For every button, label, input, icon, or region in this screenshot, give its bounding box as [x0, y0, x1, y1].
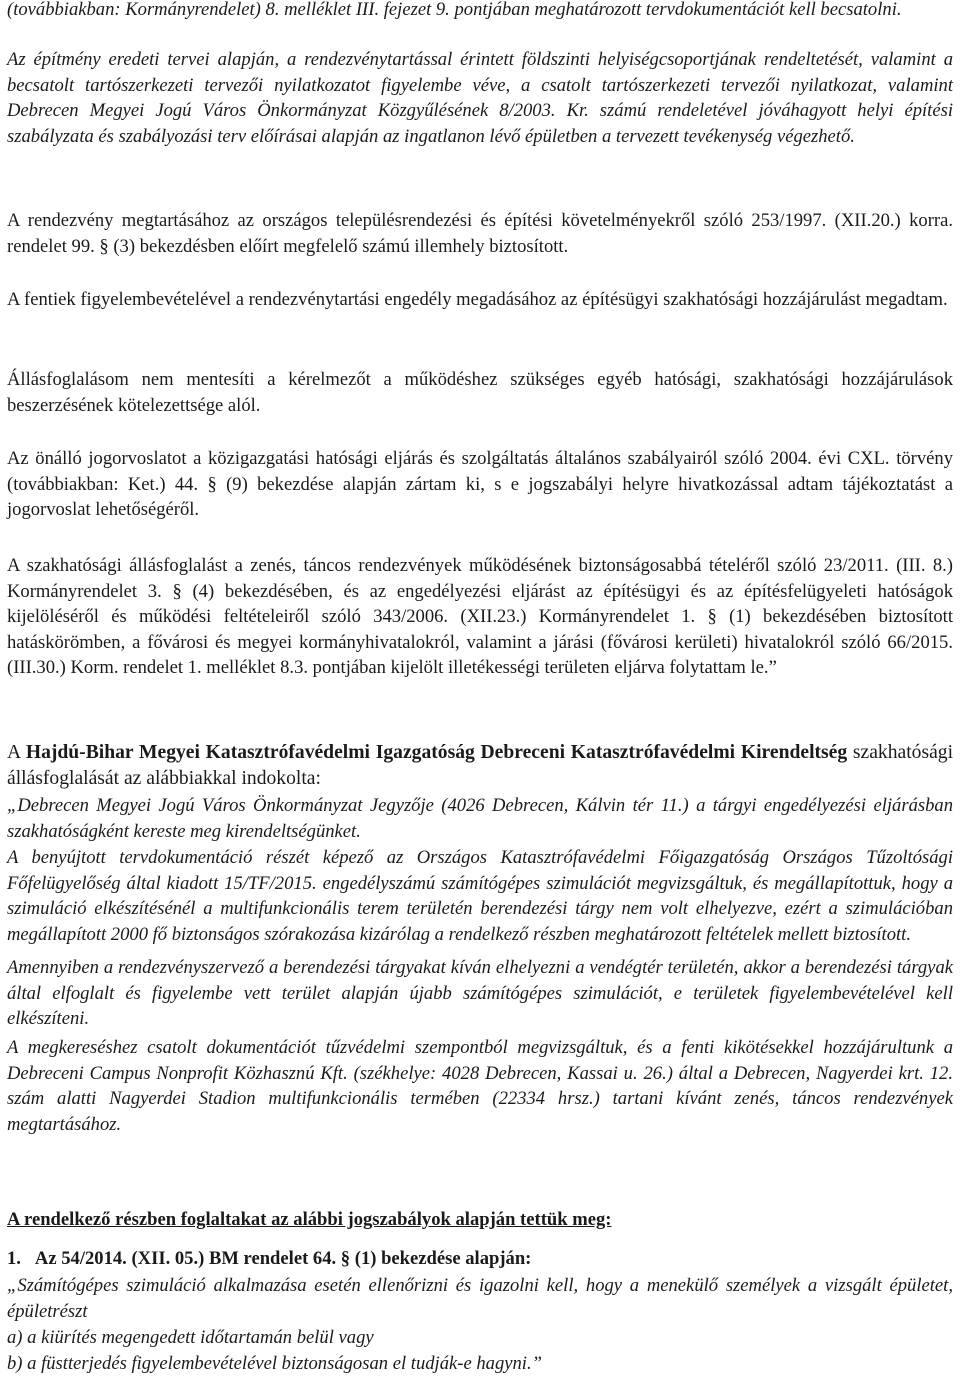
- intro-paragraph-continued: (továbbiakban: Kormányrendelet) 8. melléklet III. fejezet 9. pontjában meghatározott tervdokumentációt kell becsatolni.: [7, 0, 902, 20]
- legal-item-1: [7, 1246, 953, 1272]
- citation-item-a: a) a kiürítés megengedett időtartamán belül vagy: [7, 1327, 374, 1348]
- paragraph-legal-remedy: Az önálló jogorvoslatot a közigazgatási hatósági eljárás és szolgáltatás általános szabályairól szóló 2004. évi CXL. törvény (továbbiakban: Ket.) 44. § (9) bekezdése alapján zártam ki, s e jogszabályi helyre hivatkozással adtam tájékoztatást a jogorvoslat lehetőségéről.: [7, 448, 953, 521]
- paragraph-approval: A fentiek figyelembevételével a rendezvénytartási engedély megadásához az építésügyi szakhatósági hozzájárulást megadtam.: [7, 289, 948, 310]
- fire-authority-post: szakhatósági állásfoglalását az alábbiakkal indokolta:: [7, 742, 954, 789]
- fire-authority-pre: A: [7, 742, 26, 763]
- legal-basis-heading: A rendelkező részben foglaltakat az alábbi jogszabályok alapján tettük meg:: [7, 1209, 612, 1230]
- quote-simulation: A benyújtott tervdokumentáció részét képező az Országos Katasztrófavédelmi Főigazgatóság Országos Tűzoltósági Főfelügyelőség által kiadott 15/TF/2015. engedélyszámú számítógépes szimulációt megvizsgáltuk, és megállapítottuk, hogy a szimuláció elkészítésénél a multifunkcionális terem területén berendezési tárgy nem volt elhelyezve, ezért a szimulációban megállapított 2000 fő biztonságos szórakozása kizárólag a rendelkező részben meghatározott feltételek mellett biztosított.: [7, 847, 953, 945]
- citation-item-b: b) a füstterjedés figyelembevételével biztonságosan el tudják-e hagyni.”: [7, 1353, 542, 1374]
- paragraph-building-plans: Az építmény eredeti tervei alapján, a rendezvénytartással érintett földszinti helyiségcsoportjának rendeltetését, valamint a becsatolt tartószerkezeti tervezői nyilatkozatot figyelembe véve, a csatolt tartószerkezeti tervezői nyilatkozat, valamint Debrecen Megyei Jogú Város Önkormányzat Közgyűlésének 8/2003. Kr. számú rendeletével jóváhagyott helyi építési szabályzata és szabályozási terv előírásai alapján az ingatlanon lévő épületben a tervezett tevékenység végezhető.: [7, 49, 953, 147]
- citation-simulation: „Számítógépes szimuláció alkalmazása esetén ellenőrizni és igazolni kell, hogy a menekülő személyek a vizsgált épületet, épületrészt: [7, 1275, 953, 1322]
- legal-item-1-number: 1.: [7, 1248, 21, 1269]
- legal-item-1-text: Az 54/2014. (XII. 05.) BM rendelet 64. § (1) bekezdése alapján:: [34, 1248, 532, 1269]
- paragraph-fire-authority: [7, 740, 953, 792]
- paragraph-toilets: A rendezvény megtartásához az országos településrendezési és építési követelményekről szóló 253/1997. (XII.20.) korra. rendelet 99. § (3) bekezdésben előírt megfelelő számú illemhely biztosított.: [7, 210, 953, 257]
- quote-request: „Debrecen Megyei Jogú Város Önkormányzat Jegyzője (4026 Debrecen, Kálvin tér 11.) a tárgyi engedélyezési eljárásban szakhatóságként kereste meg kirendeltségünket.: [7, 795, 953, 842]
- quote-furniture: Amennyiben a rendezvényszervező a berendezési tárgyakat kíván elhelyezni a vendégtér területén, akkor a berendezési tárgyak által elfoglalt és figyelembe vett terület alapján újabb számítógépes szimulációt, e területek figyelembevételével kell elkészíteni.: [7, 957, 953, 1030]
- paragraph-competence: A szakhatósági állásfoglalást a zenés, táncos rendezvények működésének biztonságosabbá tételéről szóló 23/2011. (III. 8.) Kormányrendelet 3. § (4) bekezdésében, és az engedélyezési eljárást az építésügyi és az építésfelügyeleti hatóságok kijelöléséről és működési feltételeiről szóló 343/2006. (XII.23.) Kormányrendelet 1. § (1) bekezdésében biztosított hatáskörömben, a fővárosi és megyei kormányhivatalokról, valamint a járási (fővárosi kerületi) hivatalokról szóló 66/2015. (III.30.) Korm. rendelet 1. melléklet 8.3. pontjában kijelölt illetékességi területen eljárva folytattam le.”: [7, 555, 953, 679]
- fire-authority-name: Hajdú-Bihar Megyei Katasztrófavédelmi Igazgatóság Debreceni Katasztrófavédelmi Kirendeltség: [25, 742, 848, 763]
- quote-consent: A megkereséshez csatolt dokumentációt tűzvédelmi szempontból megvizsgáltuk, és a fenti kikötésekkel hozzájárultunk a Debreceni Campus Nonprofit Közhasznú Kft. (székhelye: 4028 Debrecen, Kassai u. 26.) által a Debrecen, Nagyerdei krt. 12. szám alatti Nagyerdei Stadion multifunkcionális termében (22334 hrsz.) tartani kívánt zenés, táncos rendezvények megtartásához.: [7, 1037, 953, 1135]
- paragraph-other-permits: Állásfoglalásom nem mentesíti a kérelmezőt a működéshez szükséges egyéb hatósági, szakhatósági hozzájárulások beszerzésének kötelezettsége alól.: [7, 369, 953, 416]
